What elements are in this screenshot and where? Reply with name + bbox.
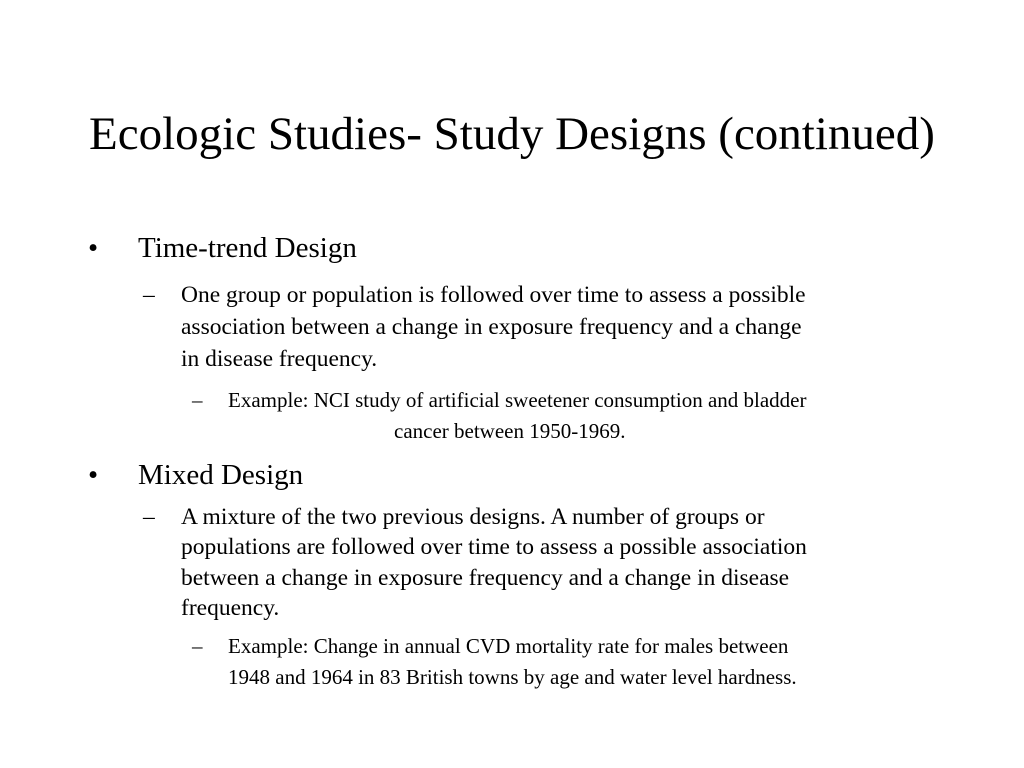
dash-marker: –	[143, 282, 155, 308]
description-line: in disease frequency.	[181, 346, 378, 372]
description-line: between a change in exposure frequency and a change in disease	[181, 564, 790, 591]
example-mixed	[192, 631, 948, 693]
bullet-mixed-design	[88, 458, 304, 492]
bullet-marker: •	[88, 459, 99, 491]
description-line: One group or population is followed over time to assess a possible	[181, 282, 806, 308]
dash-marker: –	[143, 504, 155, 530]
dash-marker: –	[192, 634, 203, 658]
slide-title: Ecologic Studies- Study Designs (continued)	[89, 108, 935, 160]
bullet-marker: •	[88, 232, 99, 264]
example-time-trend	[192, 385, 948, 447]
example-line: Example: Change in annual CVD mortality rate for males between	[228, 634, 789, 658]
description-line: association between a change in exposure frequency and a change	[181, 314, 802, 340]
example-line: Example: NCI study of artificial sweetener consumption and bladder	[228, 388, 807, 412]
bullet-heading: Mixed Design	[138, 459, 304, 491]
bullet-time-trend-design	[88, 231, 357, 265]
description-line: populations are followed over time to assess a possible association	[181, 534, 807, 561]
dash-marker: –	[192, 388, 203, 412]
description-line: A mixture of the two previous designs. A number of groups or	[181, 504, 765, 530]
description-line: frequency.	[181, 594, 280, 621]
example-line: cancer between 1950-1969.	[394, 419, 626, 443]
subbullet-time-trend-description	[143, 279, 951, 375]
example-line: 1948 and 1964 in 83 British towns by age and water level hardness.	[228, 665, 797, 689]
bullet-heading: Time-trend Design	[138, 232, 357, 264]
subbullet-mixed-description	[143, 502, 951, 623]
